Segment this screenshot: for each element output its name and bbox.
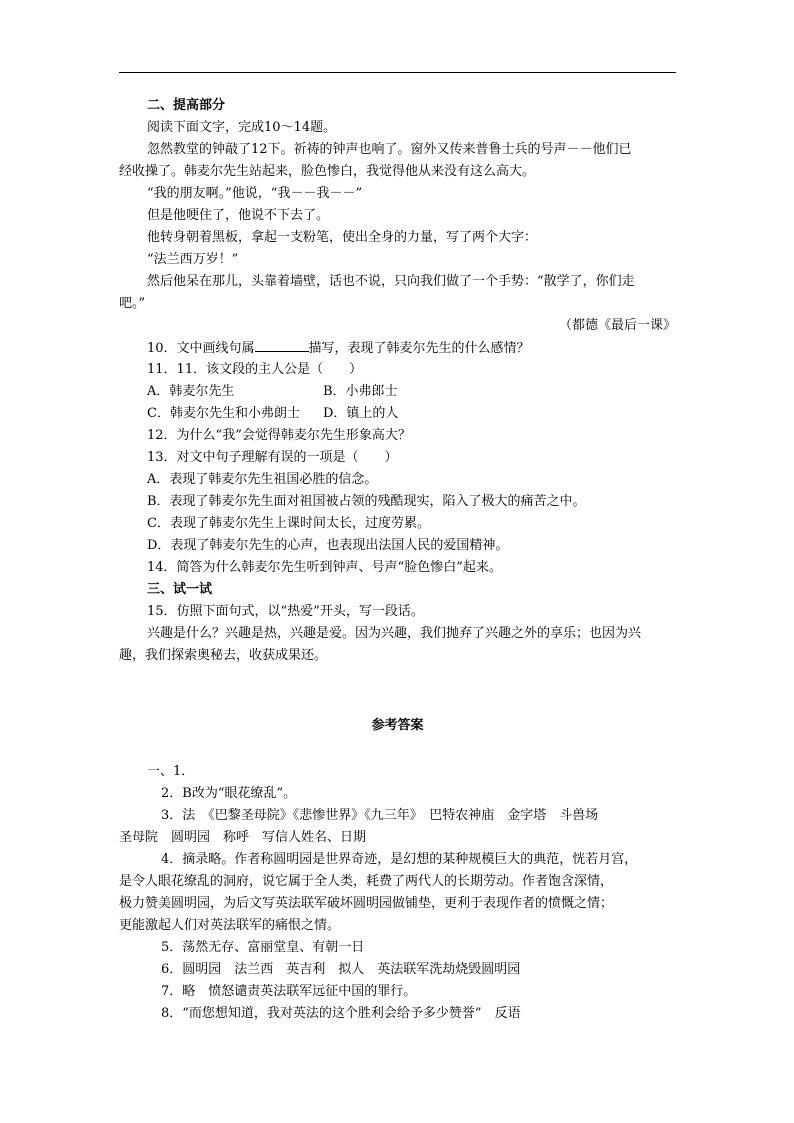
example-line: 趣，我们探索奥秘去，收获成果还。	[119, 648, 328, 663]
question-10	[119, 337, 676, 359]
option-d: D．表现了韩麦尔先生的心声，也表现出法国人民的爱国精神。	[147, 538, 509, 553]
passage-line: 经收操了。韩麦尔先生站起来，脸色惨白，我觉得他从来没有这么高大。	[119, 164, 536, 179]
option-c: C．表现了韩麦尔先生上课时间太长，过度劳累。	[147, 516, 430, 531]
question-15: 15．仿照下面句式，以“热爱”开头，写一段话。	[147, 604, 424, 619]
question-11: 11．11．该文段的主人公是（ ）	[147, 362, 363, 377]
section-heading: 二、提高部分	[147, 98, 226, 113]
question-12: 12．为什么“我”会觉得韩麦尔先生形象高大？	[147, 428, 411, 443]
answer-line: 极力赞美圆明园，为后文写英法联军破坏圆明园做铺垫，更利于表现作者的愤慨之情；	[119, 896, 614, 911]
answer-line: 一、1．	[147, 764, 195, 779]
question-text: 描写，表现了韩麦尔先生的什么感情？	[308, 341, 530, 356]
passage-line: 然后他呆在那儿，头靠着墙壁，话也不说，只向我们做了一个手势：“散学了，你们走	[147, 274, 635, 289]
answer-blank[interactable]	[255, 337, 309, 352]
answer-line: 更能激起人们对英法联军的痛恨之情。	[119, 918, 341, 933]
passage-line: 忽然教堂的钟敲了12下。祈祷的钟声也响了。窗外又传来普鲁士兵的号声－－他们已	[147, 142, 632, 157]
options-row	[119, 381, 676, 403]
passage-line: 但是他哽住了，他说不下去了。	[147, 208, 330, 223]
question-text: 10．文中画线句属	[147, 341, 255, 356]
answer-line: 6．圆明园 法兰西 英吉利 拟人 英法联军洗劫烧毁圆明园	[161, 962, 521, 977]
answers-title: 参考答案	[371, 718, 424, 733]
answer-line: 2．B改为“眼花缭乱”。	[161, 786, 297, 801]
option-b: B．表现了韩麦尔先生面对祖国被占领的残酷现实，陷入了极大的痛苦之中。	[147, 494, 586, 509]
answer-line: 5．荡然无存、富丽堂皇、有朝一日	[161, 940, 365, 955]
answer-line: 是令人眼花缭乱的洞府，说它属于全人类，耗费了两代人的长期劳动。作者饱含深情，	[119, 874, 614, 889]
answer-line: 圣母院 圆明园 称呼 写信人姓名、日期	[119, 830, 367, 845]
option-a: A．韩麦尔先生	[147, 384, 235, 399]
option-d: D．镇上的人	[323, 406, 399, 421]
options-row	[119, 403, 676, 425]
answer-line: 3．法 《巴黎圣母院》《悲惨世界》《九三年》 巴特农神庙 金字塔 斗兽场	[161, 808, 599, 823]
passage-line: 吧。”	[119, 296, 146, 311]
answer-line: 8．“而您想知道，我对英法的这个胜利会给予多少赞誉” 反语	[161, 1006, 521, 1021]
answers-section	[119, 761, 676, 1025]
passage-line: “法兰西万岁！”	[147, 252, 239, 267]
question-14: 14．简答为什么韩麦尔先生听到钟声、号声“脸色惨白”起来。	[147, 560, 502, 575]
header-rule	[119, 72, 676, 73]
question-13: 13．对文中句子理解有误的一项是（ ）	[147, 450, 398, 465]
answer-line: 7．略 愤怒谴责英法联军远征中国的罪行。	[161, 984, 417, 999]
passage-line: 他转身朝着黑板，拿起一支粉笔，使出全身的力量，写了两个大字：	[147, 230, 538, 245]
section-heading: 三、试一试	[147, 582, 213, 597]
passage-source: （都德《最后一课》	[558, 318, 676, 333]
passage-line: “我的朋友啊。”他说，“我－－我－－”	[147, 186, 363, 201]
answer-line: 4．摘录略。作者称圆明园是世界奇迹，是幻想的某种规模巨大的典范，恍若月宫，	[161, 852, 638, 867]
option-b: B．小弗郎士	[323, 384, 398, 399]
exercise-section	[119, 95, 676, 667]
option-a: A．表现了韩麦尔先生祖国必胜的信念。	[147, 472, 378, 487]
option-c: C．韩麦尔先生和小弗朗士	[147, 406, 300, 421]
instruction: 阅读下面文字，完成10～14题。	[147, 120, 337, 135]
example-line: 兴趣是什么？兴趣是热，兴趣是爱。因为兴趣，我们抛弃了兴趣之外的享乐；也因为兴	[147, 626, 642, 641]
